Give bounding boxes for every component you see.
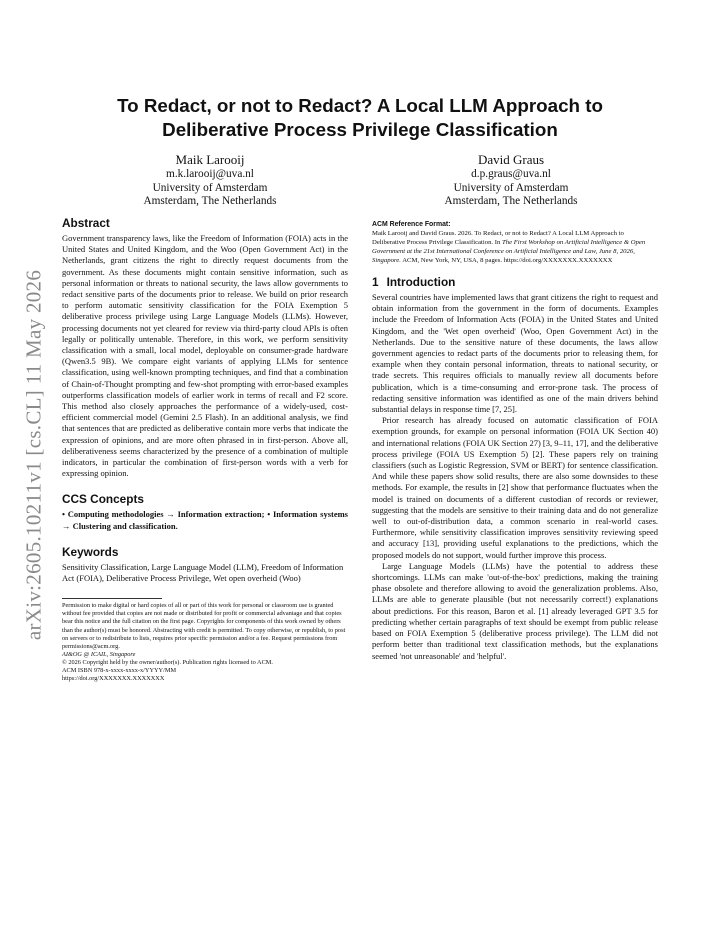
author-affiliation: University of Amsterdam <box>152 181 268 194</box>
author-location: Amsterdam, The Netherlands <box>444 195 578 208</box>
title-line-2: Deliberative Process Privilege Classification <box>162 119 558 140</box>
arxiv-stamp: arXiv:2605.10211v1 [cs.CL] 11 May 2026 <box>21 269 46 641</box>
isbn-line: ACM ISBN 978-x-xxxx-xxxx-x/YYYY/MM <box>62 667 177 675</box>
intro-paragraph: Large Language Models (LLMs) have the potential to address these shortcomings. LLMs can make 'out-of-the-box' predictions, making the training phase obsolete and therefore allowing to avoid the generalization problems. Also, LLMs are able to generate plausible (but not necessarily correct!) explanations about predictions. For this reason, Baron et al. [1] already leveraged GPT 3.5 for predicting whether certain paragraphs of text should be exempt from public release based on FOIA Exemption 5 (deliberative process privilege). The LLM did not perform better than traditional text classification methods, but the explanations seemed 'not unreasonable' and 'helpful'. <box>372 560 658 661</box>
abstract-text: Government transparency laws, like the Freedom of Information (FOIA) acts in the United States and United Kingdom, and the Woo (Open Government Act) in the Netherlands, grant citizens the right to directly request documents from the government. As these documents might contain sensitive information, such as personal information or threats to national security, the laws allow governments to redact sensitive parts of the documents prior to release. We build on prior research to perform automatic sensitivity classification for the FOIA Exemption 5 deliberative process privilege using Large Language Models (LLMs). However, processing documents not yet cleared for review via third-party cloud APIs is often legally or politically untenable. Therefore, in this work, we perform sensitivity classification with a small, local model, deployable on consumer-grade hardware (Qwen3.5 9B). We compare eight variants of applying LLMs for sentence classification, using well-known prompting techniques, and find that a combination of Chain-of-Thought prompting and few-shot prompting with error-based examples outperforms classification models of earlier work in terms of recall and F2 score. This method also closely approaches the performance of a widely-used, cost-efficient commercial model (Gemini 2.5 Flash). In an additional analysis, we find that sentences that are predicted as deliberative contain more verbs that indicate the expression of opinions, and are more often phrased in in first-person. Above all, deliberativeness seems characterized by the presence of a combination of multiple indicators, in particular the combination of first-person words with a verb for expressing opinion. <box>62 233 348 479</box>
keywords-heading: Keywords <box>62 544 119 559</box>
author-name: Maik Larooij <box>175 152 245 167</box>
author-name: David Graus <box>477 152 545 167</box>
doi-link[interactable]: https://doi.org/XXXXXXX.XXXXXXX <box>62 675 165 683</box>
left-column <box>62 216 348 683</box>
author-affiliation: University of Amsterdam <box>453 181 569 194</box>
footnote-rule <box>62 598 162 599</box>
permission-notice: Permission to make digital or hard copies of all or part of this work for personal or classroom use is granted without fee provided that copies are not made or distributed for profit or commercial advantage and that copies bear this notice and the full citation on the first page. Copyrights for components of this work owned by others than the author(s) must be honored. Abstracting with credit is permitted. To copy otherwise, or republish, to post on servers or to redistribute to lists, requires prior specific permission and/or a fee. Request permissions from permissions@acm.org. <box>62 602 346 650</box>
right-column <box>372 216 658 662</box>
copyright-line: © 2026 Copyright held by the owner/author(s). Publication rights licensed to ACM. <box>62 658 273 666</box>
author-block-1 <box>70 152 350 209</box>
acm-reference-text: Maik Larooij and David Graus. 2026. To Redact, or not to Redact? A Local LLM Approach to Deliberative Process Privilege Classification. In The First Workshop on Artificial Intelligence & Open Government at the 21st International Conference on Artificial Intelligence and Law, June 8, 2026, Singapore. ACM, New York, NY, USA, 8 pages. https://doi.org/XXXXXXX.XXXXXXX <box>372 230 646 264</box>
intro-paragraph: Prior research has already focused on automatic classification of FOIA exemption grounds, for example on personal information (FOIA UK Section 40) and international relations (FOIA UK Section 27) [3, 9–11, 17], and the deliberative process privilege (FOIA US Exemption 5) [2]. These papers rely on training classifiers (such as Logistic Regression, SVM or BERT) for sentence classification. And while these papers show solid results, there are also some downsides to these methods. For example, the results in [2] show that performance fluctuates when the model is trained on documents of a different custodian of records or reviewer, suggesting that the models are sensitive to their training data and do not generalize well to out-of-distribution data, a common scenario in real-world cases. Furthermore, while sensitivity classification improves sensitivity reviewing speed and accuracy [13], providing useful explanations to the predictions, which the proposed models do not support, would further improve this process. <box>372 415 658 560</box>
intro-paragraph: Several countries have implemented laws that grant citizens the right to request and obtain information from the government in the form of documents. Examples include the Freedom of Information Acts (FOIA) in the United States and United Kingdom, and the 'Wet open overheid' (Woo, Open Government Act) in the Netherlands. Due to the sensitive nature of these documents, the laws allow government agencies to redact parts of the documents prior to releasing them, for example when they contain personal information, threats to national security, or trade secrets. This requires officials to manually review all documents before publication, which is a time-consuming and error-prone task. The process of redacting sensitive information was identified as one of the main drivers behind substantial delays in response time [7, 25]. <box>372 292 658 415</box>
author-block-2 <box>371 152 651 209</box>
ccs-text: • Computing methodologies → Information extraction; • Information systems → Clustering and classification. <box>62 509 348 531</box>
paper-title <box>60 94 660 142</box>
venue-line: AI&OG @ ICAIL, Singapore <box>62 650 136 658</box>
author-location: Amsterdam, The Netherlands <box>143 195 277 208</box>
intro-heading: 1 Introduction <box>372 275 456 289</box>
title-line-1: To Redact, or not to Redact? A Local LLM Approach to <box>117 95 603 116</box>
author-email: m.k.larooij@uva.nl <box>166 168 254 180</box>
abstract-heading: Abstract <box>62 216 110 230</box>
author-email: d.p.graus@uva.nl <box>471 168 551 180</box>
ccs-heading: CCS Concepts <box>62 492 144 507</box>
acm-reference-heading: ACM Reference Format: <box>372 221 451 228</box>
keywords-text: Sensitivity Classification, Large Language Model (LLM), Freedom of Information Act (FOIA), Deliberative Process Privilege, Wet open overheid (Woo) <box>62 561 344 584</box>
